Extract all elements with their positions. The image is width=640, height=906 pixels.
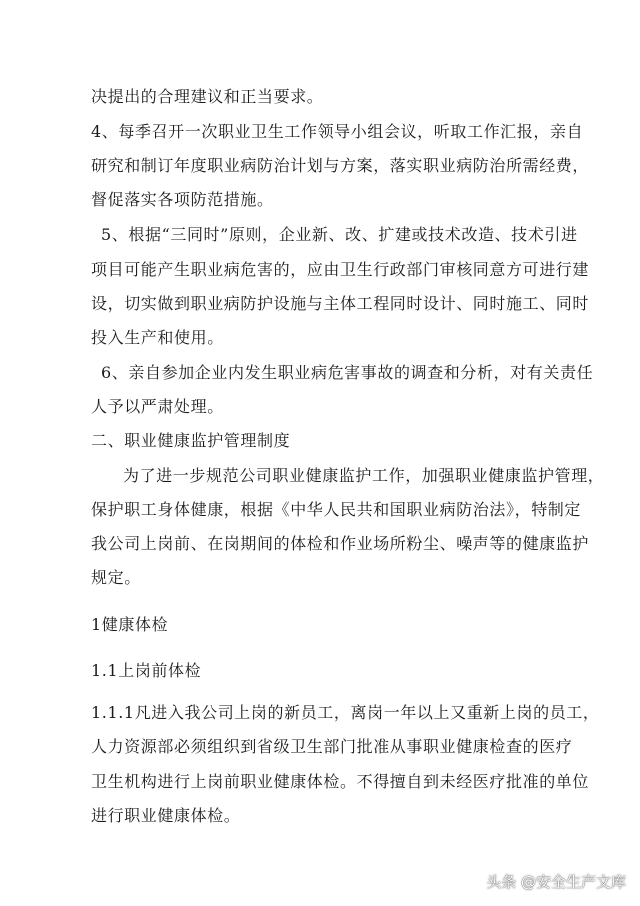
text-line: 研究和制订年度职业病防治计划与方案，落实职业病防治所需经费， — [91, 156, 590, 175]
text-line: 5、根据“三同时”原则，企业新、改、扩建或技术改造、技术引进 — [101, 225, 578, 244]
subsection-heading: 1健康体检 — [91, 615, 169, 634]
text-line: 决提出的合理建议和正当要求。 — [91, 87, 324, 106]
watermark: 头条 @安全生产文库 — [486, 873, 626, 891]
text-line: 为了进一步规范公司职业健康监护工作，加强职业健康监护管理， — [123, 466, 605, 485]
text-line: 人力资源部必须组织到省级卫生部门批准从事职业健康检查的医疗 — [91, 737, 573, 756]
text-line: 保护职工身体健康，根据《中华人民共和国职业病防治法》，特制定 — [91, 500, 582, 519]
text-line: 督促落实各项防范措施。 — [91, 190, 274, 209]
text-line: 进行职业健康体检。 — [91, 806, 241, 825]
text-line: 投入生产和使用。 — [91, 328, 224, 347]
text-line: 设，切实做到职业病防护设施与主体工程同时设计、同时施工、同时 — [91, 294, 590, 313]
subsection-heading: 1.1上岗前体检 — [91, 661, 202, 680]
text-line: 我公司上岗前、在岗期间的体检和作业场所粉尘、噪声等的健康监护 — [91, 534, 590, 553]
text-line: 项目可能产生职业病危害的，应由卫生行政部门审核同意方可进行建 — [91, 260, 590, 279]
text-line: 4、每季召开一次职业卫生工作领导小组会议，听取工作汇报，亲自 — [91, 122, 584, 141]
section-heading: 二、职业健康监护管理制度 — [91, 431, 291, 450]
text-line: 1.1.1凡进入我公司上岗的新员工，离岗一年以上又重新上岗的员工， — [91, 703, 600, 722]
text-line: 规定。 — [91, 568, 141, 587]
text-line: 6、亲自参加企业内发生职业病危害事故的调查和分析，对有关责任 — [101, 363, 594, 382]
text-line: 人予以严肃处理。 — [91, 397, 224, 416]
text-line: 卫生机构进行上岗前职业健康体检。不得擅自到未经医疗批准的单位 — [91, 772, 590, 791]
